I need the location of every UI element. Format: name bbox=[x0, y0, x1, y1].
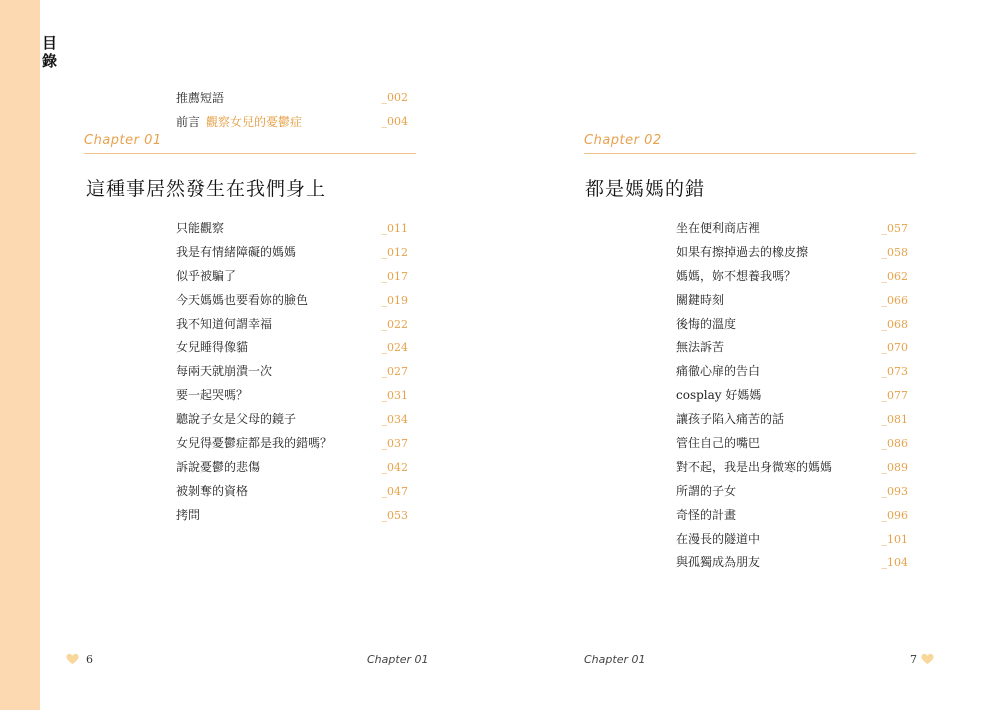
preface-item-label: 推薦短語 bbox=[176, 91, 225, 105]
toc-entry-title: 被剝奪的資格 bbox=[176, 483, 249, 498]
chapter-02-header bbox=[584, 131, 916, 154]
toc-entry-title: 我是有情緒障礙的媽媽 bbox=[176, 244, 297, 259]
toc-entry[interactable] bbox=[176, 360, 416, 384]
page-number: _002 bbox=[381, 91, 408, 104]
toc-entry-title: 如果有擦掉過去的橡皮擦 bbox=[676, 244, 809, 259]
page-number: _047 bbox=[381, 484, 408, 498]
toc-entry[interactable] bbox=[176, 336, 416, 360]
page-number: _081 bbox=[881, 413, 908, 427]
toc-entry-title: 對不起，我是出身微寒的媽媽 bbox=[676, 459, 833, 474]
toc-entry-title: 今天媽媽也要看妳的臉色 bbox=[176, 292, 309, 307]
toc-entry-title: 讓孩子陷入痛苦的話 bbox=[676, 412, 785, 427]
page-number: _027 bbox=[381, 365, 408, 379]
preface-item[interactable] bbox=[176, 86, 416, 110]
toc-entry-title: 所謂的子女 bbox=[676, 483, 737, 498]
page-number: _058 bbox=[881, 245, 908, 259]
toc-entry[interactable] bbox=[676, 528, 916, 552]
page-number: _022 bbox=[381, 317, 408, 331]
right-footer-chapter: Chapter 01 bbox=[584, 653, 646, 666]
preface-item-accent: 觀察女兒的憂鬱症 bbox=[206, 115, 303, 129]
toc-entry-title: 關鍵時刻 bbox=[676, 292, 725, 307]
page-number: _093 bbox=[881, 484, 908, 498]
page-number: _037 bbox=[381, 437, 408, 451]
page-number: _053 bbox=[381, 508, 408, 522]
toc-entry-title: 無法訴苦 bbox=[676, 340, 725, 355]
chapter-02-title: 都是媽媽的錯 bbox=[585, 178, 706, 200]
page-number: _057 bbox=[881, 222, 908, 235]
toc-entry[interactable] bbox=[676, 480, 916, 504]
toc-entry-title: 媽媽，妳不想養我嗎？ bbox=[676, 268, 797, 283]
toc-entry[interactable] bbox=[676, 504, 916, 528]
toc-entry[interactable] bbox=[676, 432, 916, 456]
page-number: _031 bbox=[381, 389, 408, 403]
toc-entry-title: 我不知道何謂幸福 bbox=[176, 316, 273, 331]
toc-entry-title: 拷問 bbox=[176, 507, 201, 522]
toc-entry[interactable] bbox=[176, 265, 416, 289]
toc-entry[interactable] bbox=[676, 313, 916, 337]
page-number: _011 bbox=[381, 222, 408, 235]
page-number: _004 bbox=[381, 115, 408, 128]
toc-entry[interactable] bbox=[176, 456, 416, 480]
page-number: _077 bbox=[881, 389, 908, 403]
left-footer-chapter: Chapter 01 bbox=[367, 653, 429, 666]
toc-entry[interactable] bbox=[676, 384, 916, 408]
chapter-01-list bbox=[176, 217, 416, 528]
heart-icon bbox=[66, 653, 79, 665]
page-number: _101 bbox=[881, 532, 908, 546]
toc-entry-title: 與孤獨成為朋友 bbox=[676, 555, 761, 570]
page-number: _019 bbox=[381, 293, 408, 307]
toc-entry[interactable] bbox=[176, 408, 416, 432]
toc-entry-title: 坐在便利商店裡 bbox=[676, 221, 761, 235]
toc-entry[interactable] bbox=[176, 480, 416, 504]
toc-entry[interactable] bbox=[676, 408, 916, 432]
toc-entry[interactable] bbox=[176, 384, 416, 408]
toc-entry[interactable] bbox=[676, 265, 916, 289]
toc-vertical-title: 目錄 bbox=[42, 34, 58, 70]
toc-entry-title: 似乎被騙了 bbox=[176, 268, 237, 283]
page-number: _104 bbox=[881, 556, 908, 570]
page-number: _066 bbox=[881, 293, 908, 307]
preface-item-label: 前言 bbox=[176, 115, 201, 129]
toc-entry[interactable] bbox=[676, 217, 916, 241]
page-number: _012 bbox=[381, 245, 408, 259]
toc-entry[interactable] bbox=[176, 313, 416, 337]
toc-entry[interactable] bbox=[676, 336, 916, 360]
toc-entry-title: 只能觀察 bbox=[176, 221, 225, 235]
chapter-01-header bbox=[84, 131, 416, 154]
side-color-strip bbox=[0, 0, 40, 710]
chapter-02-list bbox=[676, 217, 916, 575]
preface-list bbox=[176, 86, 416, 134]
page-number: _096 bbox=[881, 508, 908, 522]
left-page-number: 6 bbox=[86, 653, 93, 666]
toc-entry-title: 每兩天就崩潰一次 bbox=[176, 364, 273, 379]
page-number: _024 bbox=[381, 341, 408, 355]
page-number: _086 bbox=[881, 437, 908, 451]
toc-entry[interactable] bbox=[676, 360, 916, 384]
toc-entry-title: 女兒得憂鬱症都是我的錯嗎？ bbox=[176, 436, 333, 451]
page-number: _068 bbox=[881, 317, 908, 331]
toc-entry-title: 管住自己的嘴巴 bbox=[676, 436, 761, 451]
toc-entry-title: 聽說子女是父母的鏡子 bbox=[176, 412, 297, 427]
page-number: _034 bbox=[381, 413, 408, 427]
page-number: _073 bbox=[881, 365, 908, 379]
toc-entry-title: 要一起哭嗎？ bbox=[176, 388, 249, 403]
toc-entry-title: 在漫長的隧道中 bbox=[676, 531, 761, 546]
page-number: _042 bbox=[381, 460, 408, 474]
right-page-number: 7 bbox=[910, 653, 917, 666]
toc-entry-title: 痛徹心扉的告白 bbox=[676, 364, 761, 379]
chapter-01-title: 這種事居然發生在我們身上 bbox=[86, 178, 327, 200]
toc-entry-title: 女兒睡得像貓 bbox=[176, 340, 249, 355]
page-number: _089 bbox=[881, 460, 908, 474]
toc-entry[interactable] bbox=[676, 456, 916, 480]
page-number: _017 bbox=[381, 269, 408, 283]
toc-entry[interactable] bbox=[176, 289, 416, 313]
toc-entry[interactable] bbox=[176, 504, 416, 528]
toc-entry-title: 訴說憂鬱的悲傷 bbox=[176, 459, 261, 474]
toc-entry[interactable] bbox=[176, 217, 416, 241]
toc-entry[interactable] bbox=[676, 241, 916, 265]
toc-entry-title: 奇怪的計畫 bbox=[676, 507, 737, 522]
toc-entry[interactable] bbox=[176, 241, 416, 265]
toc-entry[interactable] bbox=[676, 551, 916, 575]
heart-icon bbox=[921, 653, 934, 665]
chapter-label: Chapter 01 bbox=[84, 133, 162, 148]
toc-entry[interactable] bbox=[676, 289, 916, 313]
toc-entry[interactable] bbox=[176, 432, 416, 456]
toc-entry-title: 後悔的溫度 bbox=[676, 316, 737, 331]
toc-entry-title: cosplay 好媽媽 bbox=[676, 388, 762, 403]
chapter-label: Chapter 02 bbox=[584, 133, 662, 148]
page-number: _070 bbox=[881, 341, 908, 355]
page-number: _062 bbox=[881, 269, 908, 283]
